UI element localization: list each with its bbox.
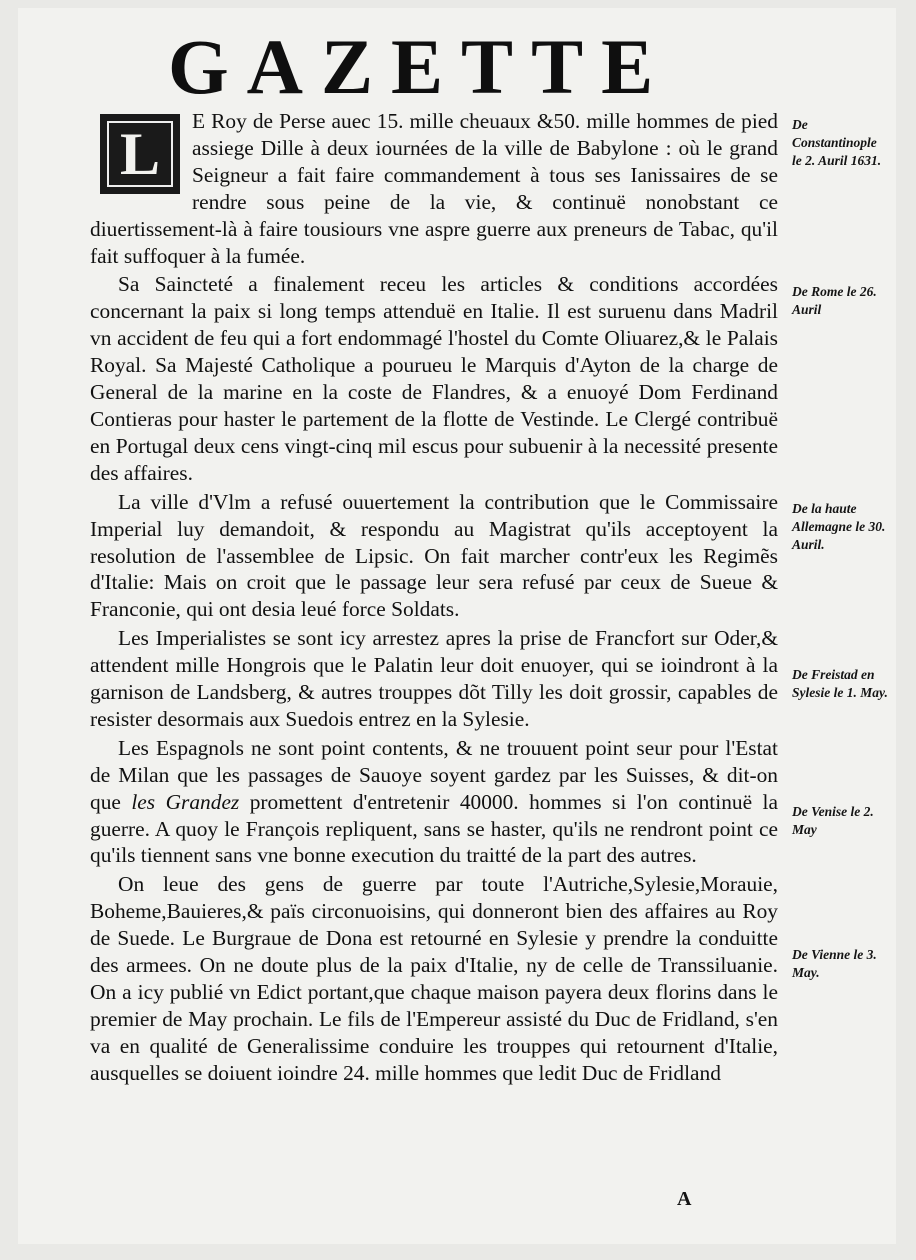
signature-mark: A bbox=[677, 1188, 692, 1210]
italic-phrase: les Grandez bbox=[131, 789, 240, 814]
sidenote-venise: De Venise le 2. May bbox=[792, 804, 874, 837]
article-paragraph-6: On leue des gens de guerre par toute l'Autriche,Sylesie,Morauie, Boheme,Bauieres,& païs circonuoisins, qui donneront bien des affaires au Roy de Suede. Le Burgraue de Dona est retourné en Sylesie y prendre la conduitte des armees. On ne doute plus de la paix d'Italie, ny de celle de Transsiluanie. On a icy publié vn Edict portant,que chaque maison payera deux florins dans le premier de May prochain. Le fils de l'Empereur assisté du Duc de Fridland, s'en va en qualité de Generalissime conduire les trouppes qui retournent d'Italie, ausquelles se doiuent ioindre 24. mille hommes que ledit Duc de Fridland bbox=[90, 872, 778, 1085]
article-paragraph-3: La ville d'Vlm a refusé ouuertement la contribution que le Commissaire Imperial luy demandoit, & respondu au Magistrat qu'ils acceptoyent la resolution de l'assemblee de Lipsic. On fait marcher contr'eux les Regimẽs d'Italie: Mais on croit que le passage leur sera refusé par ceux de Sueue & Franconie, qui ont desia leué force Soldats. bbox=[90, 489, 778, 622]
dropcap-letter: L bbox=[107, 121, 173, 187]
body-column bbox=[90, 108, 778, 1089]
masthead-title: GAZETTE bbox=[168, 23, 672, 110]
sidenote-haute-allemagne: De la haute Allemagne le 30. Auril. bbox=[792, 501, 886, 552]
gazette-page bbox=[18, 8, 896, 1244]
article-paragraph-1: E Roy de Perse auec 15. mille cheuaux &50. mille hommes de pied assiege Dille à deux iournées de la ville de Babylone : où le grand Seigneur a fait faire commandement à tous ses Ianissaires de se rendre sous peine de la vie, & continuë nonobstant ce diuertissement-là à faire tousiours vne aspre guerre aux preneurs de Tabac, qu'il fait suffoquer à la fumée. bbox=[90, 109, 778, 268]
ornamental-dropcap bbox=[100, 114, 180, 194]
paragraph-5-rest: promettent d'entretenir 40000. hommes si l'on continuë la guerre. A quoy le François repliquent, sans se haster, qu'ils ne rendront point ce qu'ils tiennent sans vne bonne execution du traitté de la part des autres. bbox=[90, 789, 778, 868]
article-paragraph-5 bbox=[90, 735, 778, 870]
sidenote-vienne: De Vienne le 3. May. bbox=[792, 947, 877, 980]
article-paragraph-4: Les Imperialistes se sont icy arrestez apres la prise de Francfort sur Oder,& attendent mille Hongrois que le Palatin leur doit enuoyer, qui se ioindront à la garnison de Landsberg, & autres trouppes dõt Tilly les doit grossir, capables de resister desormais aux Suedois entrez en la Sylesie. bbox=[90, 626, 778, 731]
paragraph-5-start: Les Espagnols ne sont point contents, & ne trouuent point seur pour l'Estat de Milan que les passages de Sauoye soyent gardez par les Suisses, & dit-on que bbox=[90, 735, 778, 814]
sidenote-freistad: De Freistad en Sylesie le 1. May. bbox=[792, 667, 888, 700]
sidenote-rome: De Rome le 26. Auril bbox=[792, 284, 877, 317]
article-paragraph-2: Sa Saincteté a finalement receu les articles & conditions accordées concernant la paix si long temps attenduë en Italie. Il est suruenu dans Madril vn accident de feu qui a fort endommagé l'hostel du Comte Oliuarez,& le Palais Royal. Sa Majesté Catholique a pourueu le Marquis d'Ayton de la charge de General de la marine en la coste de Flandres, & a enuoyé Dom Ferdinand Contieras pour haster le partement de la flotte de Vestinde. Le Clergé contribuë en Portugal deux cens vingt-cinq mil escus pour subuenir à la necessité presente des affaires. bbox=[90, 272, 778, 485]
sidenote-constantinople: De Constantinople le 2. Auril 1631. bbox=[792, 117, 882, 168]
